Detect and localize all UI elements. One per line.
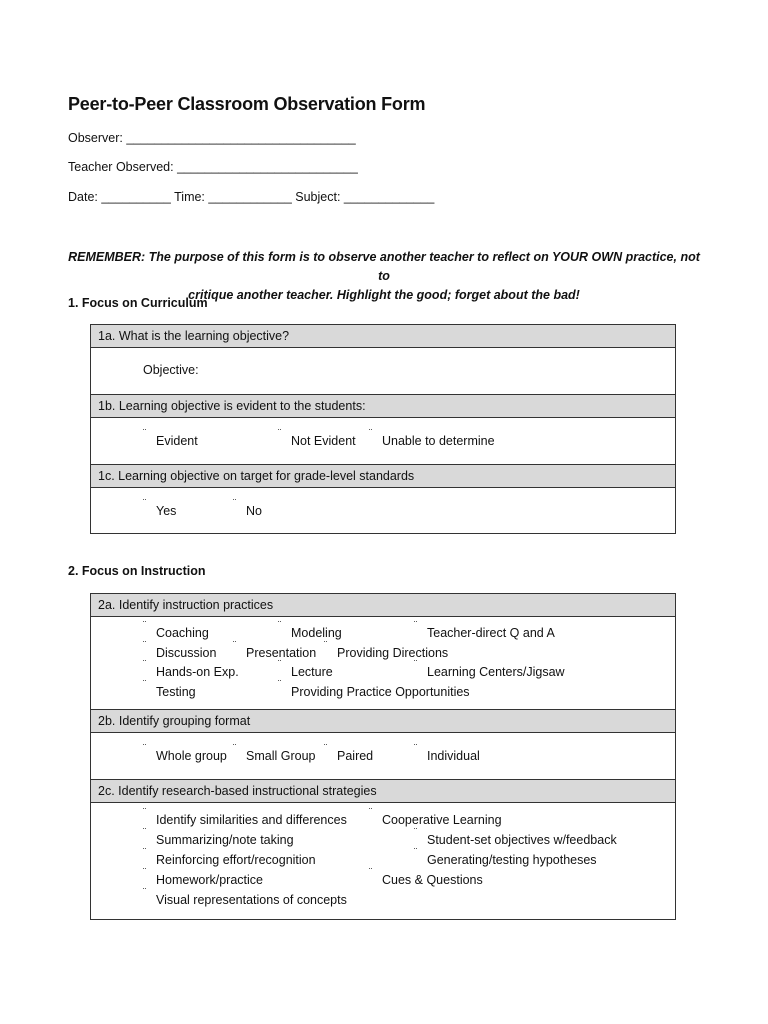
checkbox-icon[interactable]: ¨ xyxy=(414,620,417,631)
checkbox-icon[interactable]: ¨ xyxy=(369,428,372,439)
option-evident[interactable]: ¨ Evident xyxy=(143,428,198,448)
option-whole-group[interactable]: ¨ Whole group xyxy=(143,743,227,763)
checkbox-icon[interactable]: ¨ xyxy=(143,847,146,858)
option-yes[interactable]: ¨ Yes xyxy=(143,498,177,518)
question-2a-options xyxy=(91,617,675,710)
option-cooperative-learning[interactable]: ¨ Cooperative Learning xyxy=(369,807,502,827)
option-small-group[interactable]: ¨ Small Group xyxy=(233,743,316,763)
option-testing[interactable]: ¨ Testing xyxy=(143,679,196,699)
date-time-subject-field[interactable]: Date: __________ Time: ____________ Subject: _____________ xyxy=(68,190,435,204)
option-unable-to-determine[interactable]: ¨ Unable to determine xyxy=(369,428,495,448)
option-similarities-differences[interactable]: ¨ Identify similarities and differences xyxy=(143,807,347,827)
option-individual[interactable]: ¨ Individual xyxy=(414,743,480,763)
checkbox-icon[interactable]: ¨ xyxy=(278,679,281,690)
observer-field[interactable]: Observer: _________________________________ xyxy=(68,131,356,145)
option-providing-directions[interactable]: ¨ Providing Directions xyxy=(324,640,449,660)
question-1c: 1c. Learning objective on target for grade-level standards xyxy=(91,465,675,488)
checkbox-icon[interactable]: ¨ xyxy=(278,428,281,439)
checkbox-icon[interactable]: ¨ xyxy=(143,867,146,878)
checkbox-icon[interactable]: ¨ xyxy=(143,659,146,670)
option-discussion[interactable]: ¨ Discussion xyxy=(143,640,217,660)
checkbox-icon[interactable]: ¨ xyxy=(414,847,417,858)
checkbox-icon[interactable]: ¨ xyxy=(278,620,281,631)
option-presentation[interactable]: ¨ Presentation xyxy=(233,640,317,660)
checkbox-icon[interactable]: ¨ xyxy=(143,887,146,898)
question-1b-options xyxy=(91,418,675,465)
option-modeling[interactable]: ¨ Modeling xyxy=(278,620,342,640)
option-providing-practice[interactable]: ¨ Providing Practice Opportunities xyxy=(278,679,470,699)
option-coaching[interactable]: ¨ Coaching xyxy=(143,620,209,640)
question-2b: 2b. Identify grouping format xyxy=(91,710,675,733)
remember-line-1: REMEMBER: The purpose of this form is to observe another teacher to reflect on YOUR OWN practice, not to xyxy=(68,250,700,283)
checkbox-icon[interactable]: ¨ xyxy=(143,498,146,509)
option-cues-questions[interactable]: ¨ Cues & Questions xyxy=(369,867,483,887)
checkbox-icon[interactable]: ¨ xyxy=(233,743,236,754)
checkbox-icon[interactable]: ¨ xyxy=(143,679,146,690)
checkbox-icon[interactable]: ¨ xyxy=(414,743,417,754)
checkbox-icon[interactable]: ¨ xyxy=(143,807,146,818)
checkbox-icon[interactable]: ¨ xyxy=(414,659,417,670)
question-2b-options xyxy=(91,733,675,780)
question-1b: 1b. Learning objective is evident to the students: xyxy=(91,395,675,418)
option-generating-hypotheses[interactable]: ¨ Generating/testing hypotheses xyxy=(414,847,597,867)
question-2c-options xyxy=(91,803,675,919)
option-no[interactable]: ¨ No xyxy=(233,498,262,518)
option-reinforcing-effort[interactable]: ¨ Reinforcing effort/recognition xyxy=(143,847,316,867)
option-visual-representations[interactable]: ¨ Visual representations of concepts xyxy=(143,887,347,907)
checkbox-icon[interactable]: ¨ xyxy=(143,827,146,838)
question-2a: 2a. Identify instruction practices xyxy=(91,594,675,617)
question-2c: 2c. Identify research-based instructional strategies xyxy=(91,780,675,803)
option-student-set-objectives[interactable]: ¨ Student-set objectives w/feedback xyxy=(414,827,617,847)
option-homework-practice[interactable]: ¨ Homework/practice xyxy=(143,867,263,887)
option-hands-on-exp[interactable]: ¨ Hands-on Exp. xyxy=(143,659,239,679)
section-2-table xyxy=(90,593,676,920)
checkbox-icon[interactable]: ¨ xyxy=(143,620,146,631)
checkbox-icon[interactable]: ¨ xyxy=(143,743,146,754)
option-paired[interactable]: ¨ Paired xyxy=(324,743,374,763)
objective-label[interactable]: Objective: xyxy=(143,363,199,377)
checkbox-icon[interactable]: ¨ xyxy=(369,807,372,818)
option-learning-centers[interactable]: ¨ Learning Centers/Jigsaw xyxy=(414,659,565,679)
section-2-title: 2. Focus on Instruction xyxy=(68,564,206,578)
checkbox-icon[interactable]: ¨ xyxy=(414,827,417,838)
checkbox-icon[interactable]: ¨ xyxy=(233,640,236,651)
option-summarizing[interactable]: ¨ Summarizing/note taking xyxy=(143,827,294,847)
option-not-evident[interactable]: ¨ Not Evident xyxy=(278,428,356,448)
page-title: Peer-to-Peer Classroom Observation Form xyxy=(68,94,426,114)
question-1a: 1a. What is the learning objective? xyxy=(91,325,675,348)
section-1-title: 1. Focus on Curriculum xyxy=(68,296,208,310)
option-lecture[interactable]: ¨ Lecture xyxy=(278,659,333,679)
checkbox-icon[interactable]: ¨ xyxy=(143,428,146,439)
remember-line-2: critique another teacher. Highlight the good; forget about the bad! xyxy=(188,288,580,302)
checkbox-icon[interactable]: ¨ xyxy=(324,640,327,651)
teacher-observed-field[interactable]: Teacher Observed: __________________________ xyxy=(68,160,358,174)
checkbox-icon[interactable]: ¨ xyxy=(324,743,327,754)
checkbox-icon[interactable]: ¨ xyxy=(143,640,146,651)
option-teacher-direct-qa[interactable]: ¨ Teacher-direct Q and A xyxy=(414,620,555,640)
checkbox-icon[interactable]: ¨ xyxy=(233,498,236,509)
checkbox-icon[interactable]: ¨ xyxy=(369,867,372,878)
section-1-table xyxy=(90,324,676,534)
objective-row xyxy=(91,348,675,395)
checkbox-icon[interactable]: ¨ xyxy=(278,659,281,670)
question-1c-options xyxy=(91,488,675,533)
